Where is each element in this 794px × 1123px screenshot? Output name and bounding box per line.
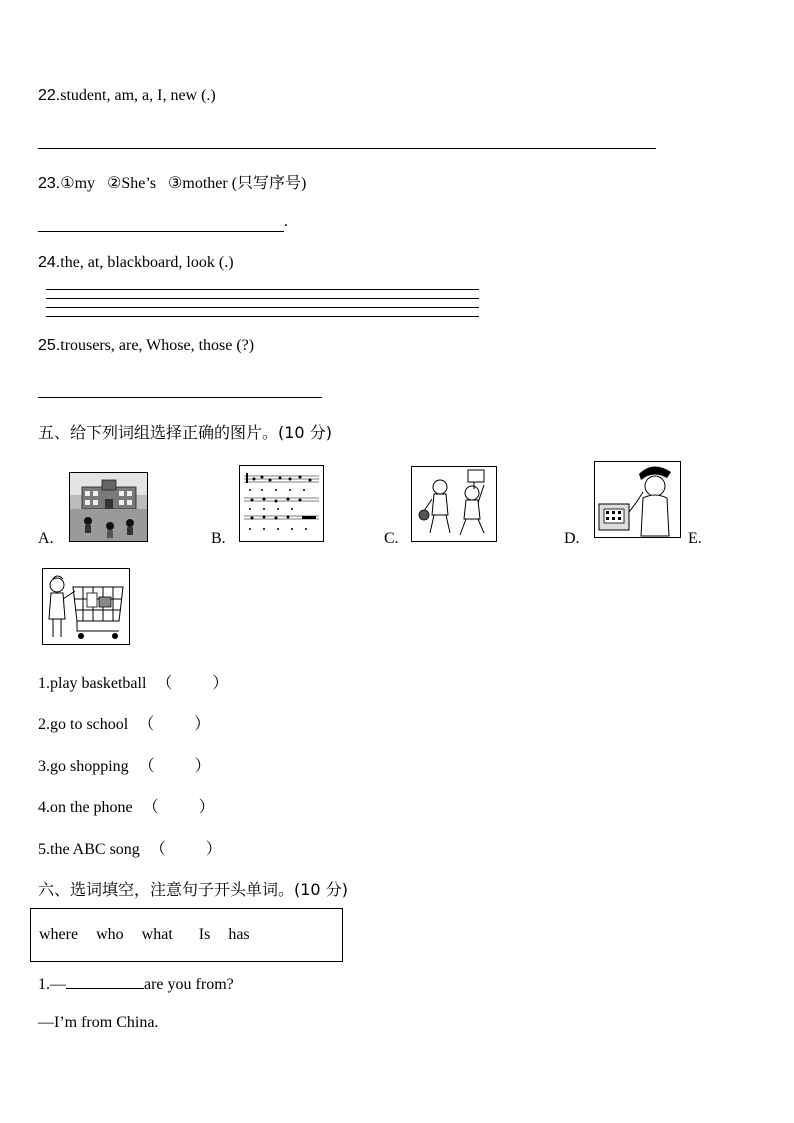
- question-text: the, at, blackboard, look (.): [60, 254, 234, 271]
- word-bank-word: what: [141, 926, 173, 943]
- question-22: [38, 87, 216, 105]
- word-bank-word: who: [96, 926, 124, 943]
- match-item-2: [38, 711, 210, 734]
- answer-line[interactable]: [38, 231, 284, 232]
- question-text: trousers, are, Whose, those (?): [60, 337, 255, 354]
- answer-blank[interactable]: （ ）: [142, 799, 215, 816]
- writing-line: [46, 307, 479, 308]
- question-text: student, am, a, I, new (.): [60, 87, 216, 104]
- question-number: 25.: [38, 337, 61, 354]
- question-text: ①my ②She’s ③mother (只写序号): [60, 175, 307, 192]
- match-item-5: [38, 836, 222, 859]
- period-mark: .: [284, 213, 288, 230]
- word-bank-word: has: [228, 926, 250, 943]
- shopping-picture[interactable]: [42, 568, 130, 645]
- question-prefix: 1.—: [38, 976, 66, 993]
- item-text: 5.the ABC song: [38, 841, 140, 858]
- school-icon: [70, 473, 147, 541]
- basketball-players-icon: [412, 467, 496, 541]
- section-6-heading: 六、选词填空，注意句子开头单词。(10 分): [38, 880, 348, 899]
- match-item-1: [38, 670, 228, 693]
- option-label-a: A.: [38, 530, 54, 547]
- item-text: 4.on the phone: [38, 799, 133, 816]
- match-item-3: [38, 753, 211, 776]
- writing-line: [46, 316, 479, 317]
- option-label-c: C.: [384, 530, 399, 547]
- word-bank-word: Is: [198, 926, 211, 943]
- answer-blank[interactable]: （ ）: [138, 716, 211, 733]
- shopping-cart-icon: [43, 569, 129, 644]
- answer-text: —I’m from China.: [38, 1014, 159, 1031]
- answer-blank[interactable]: （ ）: [156, 675, 229, 692]
- question-24: [38, 254, 234, 272]
- question-25: [38, 337, 254, 355]
- section-5-heading: 五、给下列词组选择正确的图片。(10 分): [38, 423, 332, 442]
- question-number: 22.: [38, 87, 61, 104]
- item-text: 2.go to school: [38, 716, 129, 733]
- question-number: 23.: [38, 175, 61, 192]
- school-picture[interactable]: [69, 472, 148, 542]
- phone-picture[interactable]: [594, 461, 681, 538]
- question-suffix: are you from?: [144, 976, 234, 993]
- option-label-e: E.: [688, 530, 702, 547]
- word-bank: [39, 926, 264, 944]
- writing-line: [46, 298, 479, 299]
- answer-blank[interactable]: （ ）: [138, 758, 211, 775]
- fill-question-1: [38, 974, 234, 994]
- word-bank-word: where: [39, 926, 79, 943]
- answer-line[interactable]: [38, 397, 322, 398]
- answer-blank[interactable]: （ ）: [149, 841, 222, 858]
- music-notes-icon: [240, 466, 323, 541]
- writing-line: [46, 289, 479, 290]
- answer-line[interactable]: [38, 148, 656, 149]
- question-number: 24.: [38, 254, 61, 271]
- music-score-picture[interactable]: [239, 465, 324, 542]
- basketball-picture[interactable]: [411, 466, 497, 542]
- question-23: [38, 170, 306, 193]
- telephone-call-icon: [595, 462, 680, 537]
- option-label-d: D.: [564, 530, 580, 547]
- item-text: 1.play basketball: [38, 675, 147, 692]
- item-text: 3.go shopping: [38, 758, 129, 775]
- option-label-b: B.: [211, 530, 226, 547]
- fill-blank[interactable]: [66, 974, 144, 989]
- match-item-4: [38, 794, 215, 817]
- word-bank-box: [30, 908, 343, 962]
